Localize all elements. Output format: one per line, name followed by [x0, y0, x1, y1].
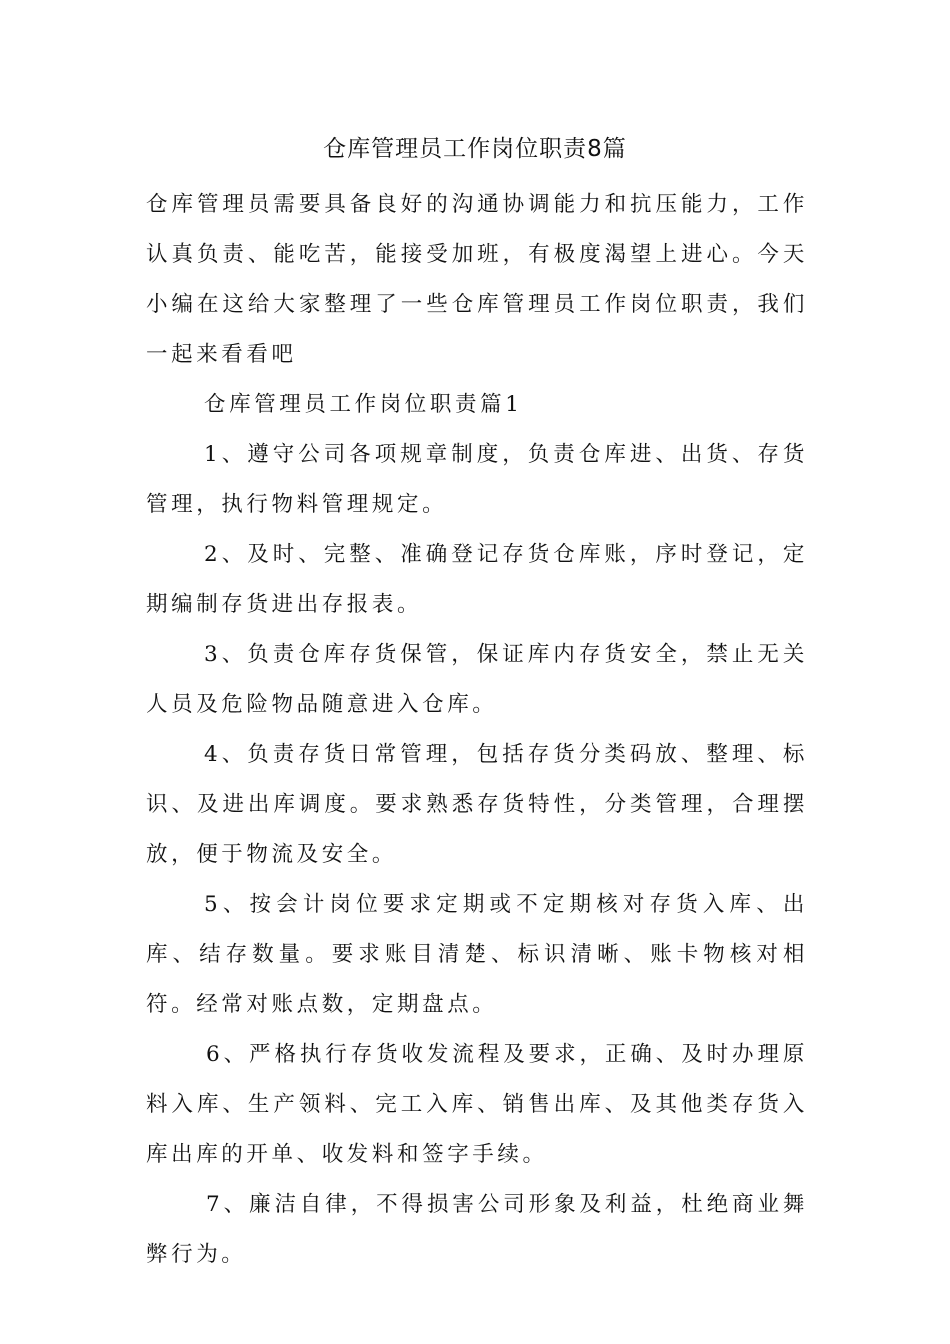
intro-paragraph: 仓库管理员需要具备良好的沟通协调能力和抗压能力，工作认真负责、能吃苦，能接受加班，有极度渴望上进心。今天小编在这给大家整理了一些仓库管理员工作岗位职责，我们一起来看看吧	[146, 192, 808, 367]
section-heading: 仓库管理员工作岗位职责篇1	[204, 392, 523, 417]
duty-item-1: 1、遵守公司各项规章制度，负责仓库进、出货、存货管理，执行物料管理规定。	[146, 442, 808, 517]
document-body	[146, 180, 808, 1280]
duty-item-4: 4、负责存货日常管理，包括存货分类码放、整理、标识、及进出库调度。要求熟悉存货特性，分类管理，合理摆放，便于物流及安全。	[146, 742, 808, 867]
duty-item-6: 6、严格执行存货收发流程及要求，正确、及时办理原料入库、生产领料、完工入库、销售出库、及其他类存货入库出库的开单、收发料和签字手续。	[146, 1042, 808, 1167]
duty-item-5: 5、按会计岗位要求定期或不定期核对存货入库、出库、结存数量。要求账目清楚、标识清晰、账卡物核对相符。经常对账点数，定期盘点。	[146, 892, 808, 1017]
duty-item-2: 2、及时、完整、准确登记存货仓库账，序时登记，定期编制存货进出存报表。	[146, 542, 808, 617]
duty-item-7: 7、廉洁自律，不得损害公司形象及利益，杜绝商业舞弊行为。	[146, 1192, 808, 1267]
duty-item-3: 3、负责仓库存货保管，保证库内存货安全，禁止无关人员及危险物品随意进入仓库。	[146, 642, 808, 717]
document-title: 仓库管理员工作岗位职责8篇	[323, 136, 627, 162]
